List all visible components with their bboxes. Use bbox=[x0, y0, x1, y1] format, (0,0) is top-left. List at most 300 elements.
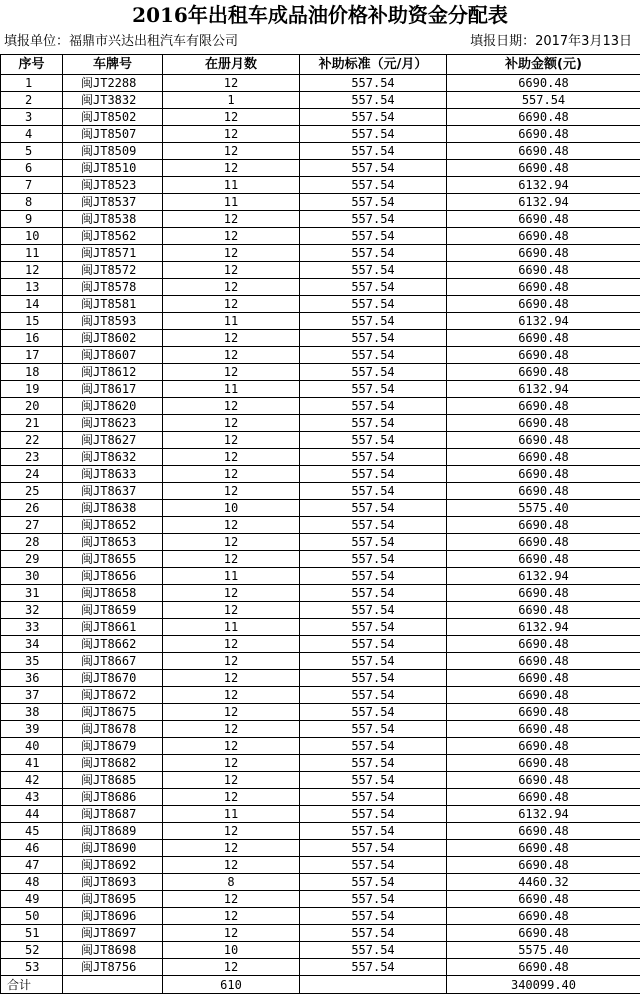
row-amount: 6690.48 bbox=[447, 840, 640, 857]
table-row bbox=[1, 687, 640, 704]
row-index: 12 bbox=[1, 262, 63, 279]
row-index: 7 bbox=[1, 177, 63, 194]
row-plate: 闽JT8507 bbox=[63, 126, 163, 143]
row-amount: 6690.48 bbox=[447, 602, 640, 619]
row-standard: 557.54 bbox=[300, 449, 447, 466]
table-row bbox=[1, 143, 640, 160]
row-amount: 6690.48 bbox=[447, 228, 640, 245]
row-amount: 6690.48 bbox=[447, 517, 640, 534]
header-index: 序号 bbox=[1, 55, 63, 75]
table-row bbox=[1, 551, 640, 568]
row-index: 34 bbox=[1, 636, 63, 653]
row-plate: 闽JT8675 bbox=[63, 704, 163, 721]
row-amount: 6690.48 bbox=[447, 398, 640, 415]
row-months: 12 bbox=[163, 585, 300, 602]
row-plate: 闽JT8692 bbox=[63, 857, 163, 874]
row-standard: 557.54 bbox=[300, 500, 447, 517]
row-months: 12 bbox=[163, 687, 300, 704]
row-plate: 闽JT8627 bbox=[63, 432, 163, 449]
row-amount: 6132.94 bbox=[447, 177, 640, 194]
row-index: 4 bbox=[1, 126, 63, 143]
row-standard: 557.54 bbox=[300, 160, 447, 177]
row-months: 12 bbox=[163, 75, 300, 92]
table-row bbox=[1, 330, 640, 347]
row-index: 1 bbox=[1, 75, 63, 92]
row-amount: 6690.48 bbox=[447, 347, 640, 364]
table-row bbox=[1, 942, 640, 959]
row-index: 19 bbox=[1, 381, 63, 398]
row-standard: 557.54 bbox=[300, 840, 447, 857]
row-index: 46 bbox=[1, 840, 63, 857]
row-index: 49 bbox=[1, 891, 63, 908]
row-amount: 6690.48 bbox=[447, 75, 640, 92]
row-amount: 6690.48 bbox=[447, 772, 640, 789]
row-index: 53 bbox=[1, 959, 63, 976]
row-standard: 557.54 bbox=[300, 432, 447, 449]
row-amount: 6132.94 bbox=[447, 806, 640, 823]
row-standard: 557.54 bbox=[300, 806, 447, 823]
row-amount: 6690.48 bbox=[447, 109, 640, 126]
row-index: 42 bbox=[1, 772, 63, 789]
table-row bbox=[1, 670, 640, 687]
row-standard: 557.54 bbox=[300, 211, 447, 228]
row-months: 12 bbox=[163, 143, 300, 160]
row-standard: 557.54 bbox=[300, 653, 447, 670]
row-index: 43 bbox=[1, 789, 63, 806]
row-amount: 6690.48 bbox=[447, 466, 640, 483]
row-months: 12 bbox=[163, 670, 300, 687]
table-row bbox=[1, 772, 640, 789]
row-amount: 6690.48 bbox=[447, 143, 640, 160]
row-index: 22 bbox=[1, 432, 63, 449]
row-index: 48 bbox=[1, 874, 63, 891]
row-index: 26 bbox=[1, 500, 63, 517]
table-row bbox=[1, 262, 640, 279]
row-amount: 6690.48 bbox=[447, 789, 640, 806]
row-amount: 6690.48 bbox=[447, 296, 640, 313]
total-label: 合计 bbox=[1, 976, 63, 994]
row-standard: 557.54 bbox=[300, 602, 447, 619]
table-row bbox=[1, 568, 640, 585]
row-standard: 557.54 bbox=[300, 551, 447, 568]
row-plate: 闽JT8686 bbox=[63, 789, 163, 806]
total-plate bbox=[63, 976, 163, 994]
table-row bbox=[1, 925, 640, 942]
header-amount: 补助金额(元) bbox=[447, 55, 640, 75]
row-plate: 闽JT8679 bbox=[63, 738, 163, 755]
table-row bbox=[1, 738, 640, 755]
row-plate: 闽JT8685 bbox=[63, 772, 163, 789]
report-meta bbox=[0, 30, 640, 54]
row-plate: 闽JT8658 bbox=[63, 585, 163, 602]
row-standard: 557.54 bbox=[300, 228, 447, 245]
row-index: 30 bbox=[1, 568, 63, 585]
row-index: 13 bbox=[1, 279, 63, 296]
row-standard: 557.54 bbox=[300, 92, 447, 109]
row-index: 25 bbox=[1, 483, 63, 500]
subsidy-table bbox=[0, 54, 640, 994]
row-standard: 557.54 bbox=[300, 721, 447, 738]
row-index: 40 bbox=[1, 738, 63, 755]
row-standard: 557.54 bbox=[300, 585, 447, 602]
table-row bbox=[1, 279, 640, 296]
row-standard: 557.54 bbox=[300, 398, 447, 415]
row-plate: 闽JT2288 bbox=[63, 75, 163, 92]
row-standard: 557.54 bbox=[300, 415, 447, 432]
row-months: 11 bbox=[163, 313, 300, 330]
table-row bbox=[1, 398, 640, 415]
row-months: 12 bbox=[163, 789, 300, 806]
header-plate: 车牌号 bbox=[63, 55, 163, 75]
row-months: 12 bbox=[163, 857, 300, 874]
table-row bbox=[1, 109, 640, 126]
row-plate: 闽JT8562 bbox=[63, 228, 163, 245]
row-standard: 557.54 bbox=[300, 143, 447, 160]
row-amount: 6132.94 bbox=[447, 568, 640, 585]
row-index: 35 bbox=[1, 653, 63, 670]
row-standard: 557.54 bbox=[300, 874, 447, 891]
row-months: 12 bbox=[163, 160, 300, 177]
row-months: 11 bbox=[163, 568, 300, 585]
row-index: 15 bbox=[1, 313, 63, 330]
row-amount: 6690.48 bbox=[447, 704, 640, 721]
row-plate: 闽JT8678 bbox=[63, 721, 163, 738]
row-index: 3 bbox=[1, 109, 63, 126]
row-amount: 6690.48 bbox=[447, 585, 640, 602]
row-months: 12 bbox=[163, 279, 300, 296]
row-plate: 闽JT8695 bbox=[63, 891, 163, 908]
row-months: 12 bbox=[163, 245, 300, 262]
table-row bbox=[1, 908, 640, 925]
row-plate: 闽JT8682 bbox=[63, 755, 163, 772]
row-standard: 557.54 bbox=[300, 636, 447, 653]
row-months: 12 bbox=[163, 126, 300, 143]
row-months: 12 bbox=[163, 772, 300, 789]
row-standard: 557.54 bbox=[300, 126, 447, 143]
row-months: 12 bbox=[163, 398, 300, 415]
row-plate: 闽JT8672 bbox=[63, 687, 163, 704]
row-plate: 闽JT3832 bbox=[63, 92, 163, 109]
row-amount: 6690.48 bbox=[447, 551, 640, 568]
row-amount: 6690.48 bbox=[447, 738, 640, 755]
row-months: 12 bbox=[163, 262, 300, 279]
header-standard: 补助标准（元/月） bbox=[300, 55, 447, 75]
row-amount: 4460.32 bbox=[447, 874, 640, 891]
table-header-row bbox=[1, 55, 640, 75]
row-standard: 557.54 bbox=[300, 942, 447, 959]
row-amount: 557.54 bbox=[447, 92, 640, 109]
row-standard: 557.54 bbox=[300, 670, 447, 687]
row-amount: 6690.48 bbox=[447, 534, 640, 551]
row-amount: 6690.48 bbox=[447, 959, 640, 976]
table-row bbox=[1, 92, 640, 109]
row-index: 2 bbox=[1, 92, 63, 109]
table-row bbox=[1, 466, 640, 483]
row-months: 12 bbox=[163, 925, 300, 942]
row-standard: 557.54 bbox=[300, 772, 447, 789]
row-index: 38 bbox=[1, 704, 63, 721]
row-plate: 闽JT8667 bbox=[63, 653, 163, 670]
row-index: 39 bbox=[1, 721, 63, 738]
row-months: 10 bbox=[163, 500, 300, 517]
table-row bbox=[1, 160, 640, 177]
row-months: 12 bbox=[163, 347, 300, 364]
row-amount: 6690.48 bbox=[447, 636, 640, 653]
row-plate: 闽JT8632 bbox=[63, 449, 163, 466]
row-index: 21 bbox=[1, 415, 63, 432]
row-months: 12 bbox=[163, 721, 300, 738]
row-plate: 闽JT8687 bbox=[63, 806, 163, 823]
table-row bbox=[1, 517, 640, 534]
row-plate: 闽JT8655 bbox=[63, 551, 163, 568]
row-standard: 557.54 bbox=[300, 908, 447, 925]
row-standard: 557.54 bbox=[300, 466, 447, 483]
row-months: 12 bbox=[163, 908, 300, 925]
row-index: 36 bbox=[1, 670, 63, 687]
row-standard: 557.54 bbox=[300, 619, 447, 636]
row-standard: 557.54 bbox=[300, 279, 447, 296]
row-plate: 闽JT8623 bbox=[63, 415, 163, 432]
row-amount: 5575.40 bbox=[447, 500, 640, 517]
row-plate: 闽JT8670 bbox=[63, 670, 163, 687]
row-index: 5 bbox=[1, 143, 63, 160]
row-standard: 557.54 bbox=[300, 109, 447, 126]
row-amount: 5575.40 bbox=[447, 942, 640, 959]
row-plate: 闽JT8571 bbox=[63, 245, 163, 262]
row-months: 12 bbox=[163, 755, 300, 772]
row-months: 12 bbox=[163, 364, 300, 381]
row-plate: 闽JT8581 bbox=[63, 296, 163, 313]
row-plate: 闽JT8696 bbox=[63, 908, 163, 925]
row-months: 12 bbox=[163, 466, 300, 483]
row-standard: 557.54 bbox=[300, 959, 447, 976]
row-amount: 6690.48 bbox=[447, 415, 640, 432]
row-index: 45 bbox=[1, 823, 63, 840]
table-row bbox=[1, 619, 640, 636]
row-plate: 闽JT8523 bbox=[63, 177, 163, 194]
row-months: 12 bbox=[163, 483, 300, 500]
table-row bbox=[1, 704, 640, 721]
row-standard: 557.54 bbox=[300, 483, 447, 500]
row-plate: 闽JT8617 bbox=[63, 381, 163, 398]
row-amount: 6690.48 bbox=[447, 279, 640, 296]
row-months: 12 bbox=[163, 432, 300, 449]
row-months: 12 bbox=[163, 296, 300, 313]
row-months: 1 bbox=[163, 92, 300, 109]
row-months: 12 bbox=[163, 330, 300, 347]
row-standard: 557.54 bbox=[300, 755, 447, 772]
row-plate: 闽JT8698 bbox=[63, 942, 163, 959]
row-plate: 闽JT8661 bbox=[63, 619, 163, 636]
table-row bbox=[1, 313, 640, 330]
row-months: 12 bbox=[163, 704, 300, 721]
row-months: 12 bbox=[163, 738, 300, 755]
row-index: 31 bbox=[1, 585, 63, 602]
table-row bbox=[1, 415, 640, 432]
table-row bbox=[1, 840, 640, 857]
row-plate: 闽JT8612 bbox=[63, 364, 163, 381]
row-amount: 6690.48 bbox=[447, 160, 640, 177]
row-index: 11 bbox=[1, 245, 63, 262]
row-months: 12 bbox=[163, 602, 300, 619]
row-plate: 闽JT8510 bbox=[63, 160, 163, 177]
row-standard: 557.54 bbox=[300, 75, 447, 92]
row-plate: 闽JT8659 bbox=[63, 602, 163, 619]
row-standard: 557.54 bbox=[300, 687, 447, 704]
row-months: 12 bbox=[163, 415, 300, 432]
row-index: 24 bbox=[1, 466, 63, 483]
row-amount: 6690.48 bbox=[447, 925, 640, 942]
row-index: 37 bbox=[1, 687, 63, 704]
table-row bbox=[1, 789, 640, 806]
row-amount: 6690.48 bbox=[447, 432, 640, 449]
row-amount: 6690.48 bbox=[447, 908, 640, 925]
total-standard bbox=[300, 976, 447, 994]
row-plate: 闽JT8697 bbox=[63, 925, 163, 942]
table-row bbox=[1, 500, 640, 517]
row-amount: 6690.48 bbox=[447, 126, 640, 143]
row-index: 9 bbox=[1, 211, 63, 228]
table-row bbox=[1, 636, 640, 653]
row-plate: 闽JT8509 bbox=[63, 143, 163, 160]
row-months: 12 bbox=[163, 959, 300, 976]
row-index: 27 bbox=[1, 517, 63, 534]
row-standard: 557.54 bbox=[300, 177, 447, 194]
row-months: 12 bbox=[163, 823, 300, 840]
row-index: 33 bbox=[1, 619, 63, 636]
table-row bbox=[1, 602, 640, 619]
row-amount: 6690.48 bbox=[447, 721, 640, 738]
row-amount: 6132.94 bbox=[447, 313, 640, 330]
row-index: 32 bbox=[1, 602, 63, 619]
table-row bbox=[1, 228, 640, 245]
row-amount: 6690.48 bbox=[447, 857, 640, 874]
row-index: 44 bbox=[1, 806, 63, 823]
row-standard: 557.54 bbox=[300, 925, 447, 942]
row-index: 17 bbox=[1, 347, 63, 364]
table-row bbox=[1, 381, 640, 398]
row-standard: 557.54 bbox=[300, 857, 447, 874]
row-plate: 闽JT8693 bbox=[63, 874, 163, 891]
table-row bbox=[1, 891, 640, 908]
row-months: 11 bbox=[163, 381, 300, 398]
row-months: 10 bbox=[163, 942, 300, 959]
row-plate: 闽JT8633 bbox=[63, 466, 163, 483]
row-months: 12 bbox=[163, 534, 300, 551]
row-standard: 557.54 bbox=[300, 245, 447, 262]
row-plate: 闽JT8690 bbox=[63, 840, 163, 857]
row-index: 20 bbox=[1, 398, 63, 415]
row-index: 47 bbox=[1, 857, 63, 874]
row-amount: 6690.48 bbox=[447, 653, 640, 670]
row-months: 12 bbox=[163, 653, 300, 670]
row-plate: 闽JT8689 bbox=[63, 823, 163, 840]
row-plate: 闽JT8656 bbox=[63, 568, 163, 585]
row-amount: 6690.48 bbox=[447, 364, 640, 381]
row-index: 50 bbox=[1, 908, 63, 925]
table-row bbox=[1, 653, 640, 670]
row-amount: 6690.48 bbox=[447, 330, 640, 347]
row-plate: 闽JT8578 bbox=[63, 279, 163, 296]
table-row bbox=[1, 432, 640, 449]
row-amount: 6690.48 bbox=[447, 891, 640, 908]
row-index: 8 bbox=[1, 194, 63, 211]
row-standard: 557.54 bbox=[300, 330, 447, 347]
table-row bbox=[1, 245, 640, 262]
table-row bbox=[1, 194, 640, 211]
row-index: 29 bbox=[1, 551, 63, 568]
table-row bbox=[1, 806, 640, 823]
row-amount: 6690.48 bbox=[447, 755, 640, 772]
table-row bbox=[1, 364, 640, 381]
row-months: 12 bbox=[163, 517, 300, 534]
row-months: 12 bbox=[163, 109, 300, 126]
table-row bbox=[1, 823, 640, 840]
table-row bbox=[1, 211, 640, 228]
row-index: 14 bbox=[1, 296, 63, 313]
row-amount: 6690.48 bbox=[447, 245, 640, 262]
row-months: 12 bbox=[163, 449, 300, 466]
table-row bbox=[1, 585, 640, 602]
row-amount: 6690.48 bbox=[447, 823, 640, 840]
row-index: 10 bbox=[1, 228, 63, 245]
row-standard: 557.54 bbox=[300, 789, 447, 806]
row-months: 11 bbox=[163, 177, 300, 194]
row-months: 11 bbox=[163, 619, 300, 636]
row-plate: 闽JT8638 bbox=[63, 500, 163, 517]
row-index: 16 bbox=[1, 330, 63, 347]
row-amount: 6690.48 bbox=[447, 483, 640, 500]
row-plate: 闽JT8572 bbox=[63, 262, 163, 279]
table-row bbox=[1, 874, 640, 891]
row-amount: 6690.48 bbox=[447, 262, 640, 279]
row-standard: 557.54 bbox=[300, 891, 447, 908]
row-amount: 6690.48 bbox=[447, 687, 640, 704]
table-row bbox=[1, 534, 640, 551]
row-standard: 557.54 bbox=[300, 823, 447, 840]
row-months: 11 bbox=[163, 194, 300, 211]
table-row bbox=[1, 347, 640, 364]
row-plate: 闽JT8637 bbox=[63, 483, 163, 500]
row-plate: 闽JT8620 bbox=[63, 398, 163, 415]
table-row bbox=[1, 296, 640, 313]
row-amount: 6690.48 bbox=[447, 449, 640, 466]
row-standard: 557.54 bbox=[300, 194, 447, 211]
total-amount: 340099.40 bbox=[447, 976, 640, 994]
row-index: 41 bbox=[1, 755, 63, 772]
table-row bbox=[1, 483, 640, 500]
row-amount: 6132.94 bbox=[447, 381, 640, 398]
row-standard: 557.54 bbox=[300, 347, 447, 364]
row-plate: 闽JT8537 bbox=[63, 194, 163, 211]
row-plate: 闽JT8602 bbox=[63, 330, 163, 347]
page-title: 2016年出租车成品油价格补助资金分配表 bbox=[132, 3, 508, 27]
table-row bbox=[1, 721, 640, 738]
row-index: 18 bbox=[1, 364, 63, 381]
table-row bbox=[1, 857, 640, 874]
row-plate: 闽JT8653 bbox=[63, 534, 163, 551]
table-row bbox=[1, 126, 640, 143]
row-plate: 闽JT8652 bbox=[63, 517, 163, 534]
row-index: 51 bbox=[1, 925, 63, 942]
row-index: 28 bbox=[1, 534, 63, 551]
row-standard: 557.54 bbox=[300, 364, 447, 381]
row-amount: 6690.48 bbox=[447, 670, 640, 687]
row-standard: 557.54 bbox=[300, 517, 447, 534]
row-months: 12 bbox=[163, 228, 300, 245]
row-amount: 6690.48 bbox=[447, 211, 640, 228]
row-months: 12 bbox=[163, 551, 300, 568]
